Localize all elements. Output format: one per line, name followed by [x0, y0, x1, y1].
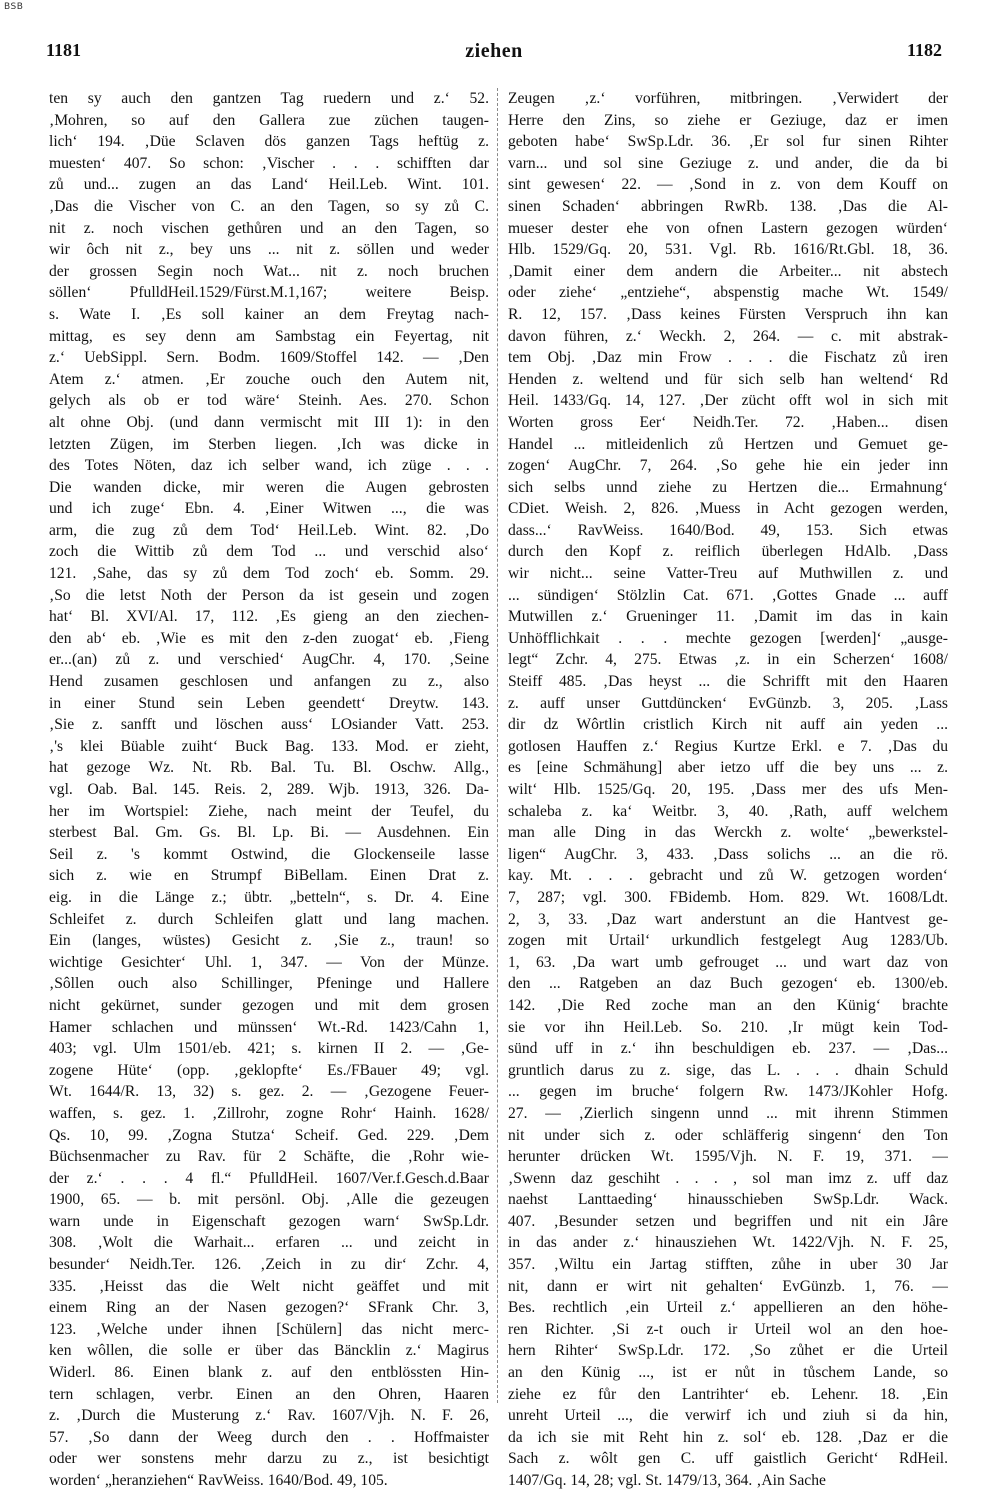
text-line: ‚Das die Vischer von C. an den Tagen, so sy zů C.	[49, 197, 489, 215]
text-line: mittag, es sey denn am Sambstag ein Feyertag, nit	[49, 327, 489, 345]
text-line: 123. ‚Welche under ihnen [Schülern] das nicht merc-	[49, 1320, 489, 1338]
text-line: des Totes Nöten, daz ich selber wand, ich züge . . .	[49, 457, 489, 475]
text-line: sünd uff in z.‘ ihn beschuldigen eb. 237. — ‚Das...	[508, 1040, 948, 1058]
right-text-column	[508, 88, 948, 1492]
text-line: 335. ‚Heisst das die Welt nicht geäffet und mit	[49, 1277, 489, 1295]
text-line: es [eine Schmähung] aber ietzo uff die bey uns ... z.	[508, 759, 948, 777]
text-line: hat‘ Bl. XVI/Al. 17, 112. ‚Es gieng an den ziechen-	[49, 608, 489, 626]
text-line: ‚'s klei Büable zuiht‘ Buck Bag. 133. Mod. er zieht,	[49, 737, 489, 755]
text-line: naehst Lanttaeding‘ hinausschieben SwSp.Ldr. Wack.	[508, 1191, 948, 1209]
text-line: R. 12, 157. ‚Dass keines Fürsten Verspruch ihn kan	[508, 305, 948, 323]
text-line: CDiet. Weish. 2, 826. ‚Muess in Acht gezogen werden,	[508, 500, 948, 518]
library-mark: BSB	[4, 2, 24, 12]
text-line: nit under sich z. oder schläfferig singenn‘ den Ton	[508, 1126, 948, 1144]
text-line: unreht Urteil ..., die verwirf ich und ziuh si da hin,	[508, 1407, 948, 1425]
text-line: 407. ‚Besunder setzen und begriffen und nit ein Jâre	[508, 1212, 948, 1230]
text-line: den ... Ratgeben an daz Buch gezogen‘ eb. 1300/eb.	[508, 975, 948, 993]
text-line: tem Obj. ‚Daz min Frow . . . die Fischatz zů iren	[508, 349, 948, 367]
text-line: Seil z. 's kommt Ostwind, die Glockenseile lasse	[49, 845, 489, 863]
text-line: nit z. noch vischen gethůren und an den Tagen, so	[49, 219, 489, 237]
text-line: her im Wortspiel: Ziehe, nach meint der Teufel, du	[49, 802, 489, 820]
text-line: der z.‘ . . . 4 fl.“ PfulldHeil. 1607/Ver.f.Gesch.d.Baar	[49, 1169, 489, 1187]
text-line: Widerl. 86. Einen blank z. auf den entblössten Hin-	[49, 1364, 489, 1382]
text-line: worden‘ „heranziehen“ RavWeiss. 1640/Bod. 49, 105.	[49, 1472, 388, 1489]
text-line: ‚Sie z. sanfft und löschen auss‘ LOsiander Vatt. 253.	[49, 716, 489, 734]
text-line: gruntlich darus zu z. sige, das L. . . . dhain Schuld	[508, 1061, 948, 1079]
text-line: mueser dester ehe von ofnen Lastern gezogen würden‘	[508, 219, 948, 237]
text-line: warn unde in Eigenschaft gezogen warn‘ SwSp.Ldr.	[49, 1212, 489, 1230]
text-line: ‚Swenn daz geschiht . . . , sol man imz z. uff daz	[508, 1169, 948, 1187]
text-line: den ab‘ eb. ‚Wie es mit den z-den zuogat‘ eb. ‚Fieng	[49, 629, 489, 647]
left-page-number: 1181	[46, 40, 82, 60]
text-line: ... gegen im bruche‘ folgern Rw. 1473/JKohler Hofg.	[508, 1083, 948, 1101]
text-line: ten sy auch den gantzen Tag ruedern und z.‘ 52.	[49, 90, 489, 107]
text-line: kay. Mt. . . . gebracht und zů W. getzogen worden‘	[508, 867, 948, 885]
text-line: 357. ‚Wiltu ein Jartag stifften, zůhe in uber 30 Jar	[508, 1256, 948, 1274]
left-text-column	[49, 88, 489, 1492]
text-line: man alle Ding in das Werckh z. wolte‘ „bewerkstel-	[508, 824, 948, 842]
text-line: ‚Mohren, so auf den Gallera zue züchen taugen-	[49, 111, 489, 129]
text-line: ... sündigen‘ Stölzlin Cat. 671. ‚Gottes Gnade ... auff	[508, 586, 948, 604]
column-divider	[497, 88, 498, 1403]
text-line: geboten habe‘ SwSp.Ldr. 36. ‚Er sol fur sinen Rihter	[508, 133, 948, 151]
text-line: der grossen Segin noch Wat... nit z. noch bruchen	[49, 262, 489, 280]
text-line: Unhöfflichkait . . . mechte gezogen [werden]‘ „ausge-	[508, 629, 948, 647]
text-line: herunter drücken Wt. 1595/Vjh. N. F. 19, 371. —	[508, 1148, 948, 1166]
text-line: Mutwillen z.‘ Grueninger 11. ‚Damit im das in kain	[508, 608, 948, 626]
page-header	[46, 40, 942, 66]
text-line: lich‘ 194. ‚Düe Sclaven dös ganzen Tags heftüg z.	[49, 133, 489, 151]
text-line: sinen Schaden‘ abbringen RwRb. 138. ‚Das die Al-	[508, 197, 948, 215]
text-line: letzten Zügen, im Sterben liegen. ‚Ich was dicke in	[49, 435, 489, 453]
text-line: 1900, 65. — b. mit persönl. Obj. ‚Alle die gezeugen	[49, 1191, 489, 1209]
text-line: 7, 287; vgl. 300. FBidemb. Hom. 829. Wt. 1608/Ldt.	[508, 888, 948, 906]
text-line: 1407/Gq. 14, 28; vgl. St. 1479/13, 364. ‚Ain Sache	[508, 1472, 826, 1489]
text-line: söllen‘ PfulldHeil.1529/Fürst.M.1,167; weitere Beisp.	[49, 284, 489, 302]
text-line: oder wer sonstens mehr darzu zu z., ist besichtigt	[49, 1450, 489, 1468]
text-line: z. auff unser Guttdüncken‘ EvGünzb. 3, 205. ‚Lass	[508, 694, 948, 712]
text-line: Zeugen ‚z.‘ vorführen, mitbringen. ‚Verwidert der	[508, 90, 948, 107]
text-line: davon führen, z.‘ Weckh. 2, 264. — c. mit abstrak-	[508, 327, 948, 345]
text-line: Bes. rechtlich ‚ein Urteil z.‘ appellieren an den höhe-	[508, 1299, 948, 1317]
text-line: einem Ring an der Nasen gezogen?‘ SFrank Chr. 3,	[49, 1299, 489, 1317]
text-line: oder ziehe‘ „entziehe“, abspenstig mache Wt. 1549/	[508, 284, 948, 302]
text-line: wilt‘ Hlb. 1525/Gq. 20, 195. ‚Dass mer des ufs Men-	[508, 781, 948, 798]
text-line: varn... und sol sine Geziuge z. und ander, die da bi	[508, 154, 948, 172]
text-line: ren Richter. ‚Si z-t ouch ir Urteil wol an den hoe-	[508, 1320, 948, 1338]
text-line: 142. ‚Die Red zoche man an den Künig‘ brachte	[508, 996, 948, 1014]
text-line: 2, 3, 33. ‚Daz wart anderstunt an die Hantvest ge-	[508, 910, 948, 928]
text-line: dass...‘ RavWeiss. 1640/Bod. 49, 153. Sich etwas	[508, 521, 948, 539]
text-line: in einer Stund sein Leben geendett‘ Dreytw. 143.	[49, 694, 489, 712]
right-page-number: 1182	[906, 40, 942, 60]
text-line: Büchsenmacher zu Rav. für 2 Schäfte, die ‚Rohr wie-	[49, 1148, 489, 1166]
text-line: an den Künig ..., ist er nůt in tůschem Lande, so	[508, 1364, 948, 1382]
text-line: Steiff 485. ‚Das heyst ... die Schrifft mit den Haaren	[508, 673, 948, 691]
text-line: ken wôllen, die solle er über das Bäncklin z.‘ Magirus	[49, 1342, 489, 1360]
text-line: schaleba z. ka‘ Weitbr. 3, 40. ‚Rath, auff welchem	[508, 802, 948, 820]
text-line: s. Wate I. ‚Es soll kainer an dem Freytag nach-	[49, 305, 489, 323]
text-line: 308. ‚Wolt die Warhait... erfaren ... und zeicht in	[49, 1234, 489, 1252]
text-line: und ich zuge‘ Ebn. 4. ‚Einer Witwen ..., die was	[49, 500, 489, 518]
text-line: da ich sie mit Reht hin z. sol‘ eb. 128. ‚Daz er die	[508, 1428, 948, 1446]
text-line: 57. ‚So dann der Weeg durch den . . Hoffmaister	[49, 1428, 489, 1446]
text-line: ziehe ez fůr den Lantrihter‘ eb. Lehenr. 18. ‚Ein	[508, 1385, 948, 1403]
text-line: Worten gross Eer‘ Neidh.Ter. 72. ‚Haben... disen	[508, 413, 948, 431]
text-line: Die wanden dicke, mir weren die Augen gebrosten	[49, 478, 489, 496]
text-line: 27. — ‚Zierlich singenn unnd ... mit ihrenn Stimmen	[508, 1104, 948, 1122]
text-line: Atem z.‘ atmen. ‚Er zouche ouch den Autem nit,	[49, 370, 489, 388]
text-line: vgl. Oab. Bal. 145. Reis. 2, 289. Wjb. 1913, 326. Da-	[49, 781, 489, 798]
text-line: muesten‘ 407. So schon: ‚Vischer . . . schifften dar	[49, 154, 489, 172]
text-line: Herre den Zins, so ziehe er Geziuge, daz er imen	[508, 111, 948, 129]
text-line: alt ohne Obj. (und dann vermischt mit III 1): in den	[49, 413, 489, 431]
text-line: Ein (langes, wüstes) Gesicht z. ‚Sie z., traun! so	[49, 932, 489, 950]
text-line: ‚So die letst Noth der Person da ist gesein und zogen	[49, 586, 489, 604]
text-line: legt“ Zchr. 4, 275. Etwas ‚z. in ein Scherzen‘ 1608/	[508, 651, 948, 669]
text-line: wir nicht... seine Vatter-Treu auf Muthwillen z. und	[508, 565, 948, 583]
text-line: wir ôch nit z., bey uns ... nit z. söllen und weder	[49, 241, 489, 259]
text-line: z. ‚Durch die Musterung z.‘ Rav. 1607/Vjh. N. F. 26,	[49, 1407, 489, 1425]
text-line: in das ander z.‘ hinausziehen Wt. 1422/Vjh. N. F. 25,	[508, 1234, 948, 1252]
text-line: Hend zusamen geschlosen und anfangen zu z., also	[49, 673, 489, 691]
text-line: waffen, s. gez. 1. ‚Zillrohr, zogne Rohr‘ Hainh. 1628/	[49, 1104, 489, 1122]
text-line: Qs. 10, 99. ‚Zogna Stutza‘ Scheif. Ged. 229. ‚Dem	[49, 1126, 489, 1144]
text-line: 1, 63. ‚Da wart umb gefrouget ... und wart daz von	[508, 953, 948, 971]
text-line: 121. ‚Sahe, das sy zů dem Tod zoch‘ eb. Somm. 29.	[49, 565, 489, 583]
text-line: durch den Kopf z. reiflich überlegen HdAlb. ‚Dass	[508, 543, 948, 561]
text-line: nit, dann er wirt nit gehalten‘ EvGünzb. 1, 76. —	[508, 1277, 948, 1295]
text-line: hern Rihter‘ SwSp.Ldr. 172. ‚So zůhet er die Urteil	[508, 1342, 948, 1360]
text-line: wichtige Gesichter‘ Uhl. 1, 347. — Von der Münze.	[49, 953, 489, 971]
text-line: ligen“ AugChr. 3, 433. ‚Dass solichs ... an die rö.	[508, 845, 948, 863]
text-line: gotlosen Hauffen z.‘ Regius Kurtze Erkl. e 7. ‚Das du	[508, 737, 948, 755]
text-line: Wt. 1644/R. 13, 32) s. gez. 2. — ‚Gezogene Feuer-	[49, 1083, 489, 1101]
text-line: zogene Hüte‘ (opp. ‚geklopfte‘ Es./FBauer 49; vgl.	[49, 1061, 489, 1079]
text-line: zů und... zugen an das Land‘ Heil.Leb. Wint. 101.	[49, 176, 489, 194]
text-line: arm, die zug zů dem Tod‘ Heil.Leb. Wint. 82. ‚Do	[49, 521, 489, 539]
text-line: hat gezoge Wz. Nt. Rb. Bal. Tu. Bl. Oschw. Allg.,	[49, 759, 489, 777]
text-line: sich selbs unnd ziehe zu Hertzen die... Ermahnung‘	[508, 478, 948, 496]
text-line: tern schlagen, verbr. Einen an den Ohren, Haaren	[49, 1385, 489, 1403]
text-line: ‚Damit einer dem andern die Arbeiter... nit abstech	[508, 262, 948, 280]
text-line: besunder‘ Neidh.Ter. 126. ‚Zeich in zu dir‘ Zchr. 4,	[49, 1256, 489, 1274]
text-line: nicht gekürnet, sunder gezogen und mit dem grosen	[49, 996, 489, 1014]
text-line: sterbest Bal. Gm. Gs. Bl. Lp. Bi. — Ausdehnen. Ein	[49, 824, 489, 842]
text-line: Henden z. weltend und für sich selb han weltend‘ Rd	[508, 370, 948, 388]
text-line: er...(an) zů z. und verschied‘ AugChr. 4, 170. ‚Seine	[49, 651, 489, 669]
text-line: Handel ... mitleidenlich zů Hertzen und Gemuet ge-	[508, 435, 948, 453]
text-line: zoch die Wittib zů dem Tod ... und verschid also‘	[49, 543, 489, 561]
text-line: Sach z. wôlt gen C. uff gaistlich Gericht‘ RdHeil.	[508, 1450, 948, 1468]
text-line: zogen‘ AugChr. 7, 264. ‚So gehe hie ein jeder inn	[508, 457, 948, 475]
text-line: ‚Sôllen ouch also Schillinger, Pfeninge und Hallere	[49, 975, 489, 993]
text-line: sich z. wie en Strumpf BiBellam. Einen Drat z.	[49, 867, 489, 885]
page-title: ziehen	[465, 40, 523, 62]
text-line: gelych als ob er tod wäre‘ Steinh. Aes. 270. Schon	[49, 392, 489, 410]
text-line: 403; vgl. Ulm 1501/eb. 421; s. kirnen II 2. — ‚Ge-	[49, 1040, 489, 1058]
text-line: zogen mit Urtail‘ urkundlich festgelegt Aug 1283/Ub.	[508, 932, 948, 950]
text-line: sie vor ihn Heil.Leb. So. 210. ‚Ir mügt kein Tod-	[508, 1018, 948, 1036]
text-line: Hlb. 1529/Gq. 20, 531. Vgl. Rb. 1616/Rt.Gbl. 18, 36.	[508, 241, 948, 259]
text-line: z.‘ UebSippl. Sern. Bodm. 1609/Stoffel 142. — ‚Den	[49, 349, 489, 367]
text-line: eig. in die Länge z.; übtr. „betteln“, s. Dr. 4. Eine	[49, 888, 489, 906]
text-line: Schleifet z. durch Schleifen glatt und lang machen.	[49, 910, 489, 928]
text-line: Heil. 1433/Gq. 14, 127. ‚Der zücht offt wol in sich mit	[508, 392, 948, 410]
text-line: dir dz Wôrtlin cristlich Kirch nit auff ain yeden ...	[508, 716, 948, 734]
text-line: sint gewesen‘ 22. — ‚Sond in z. von dem Kouff on	[508, 176, 948, 194]
text-line: Hamer schlachen und münssen‘ Wt.-Rd. 1423/Cahn 1,	[49, 1018, 489, 1036]
